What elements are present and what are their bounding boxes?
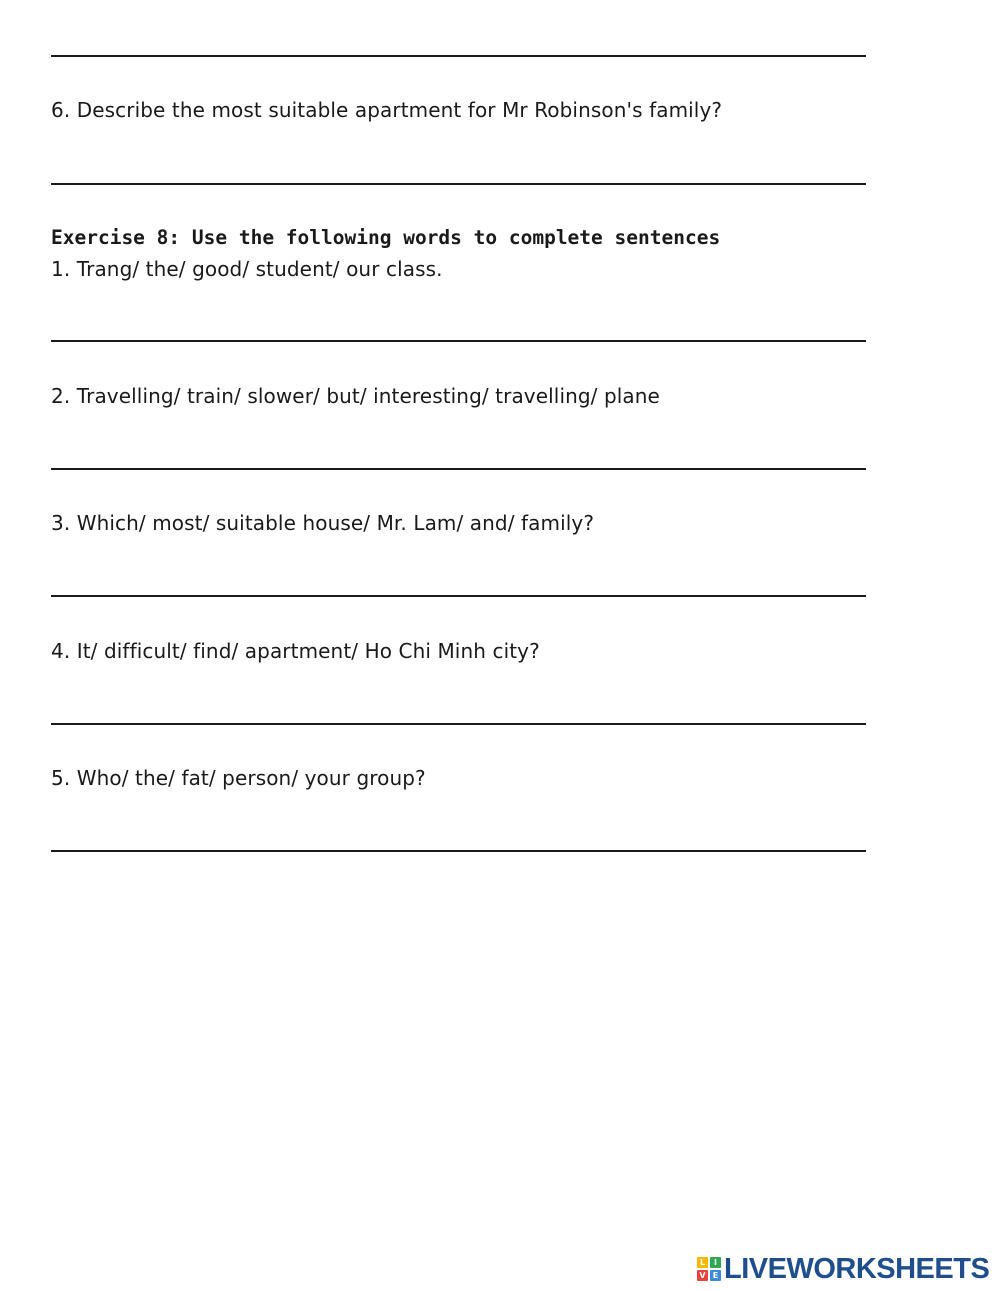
logo-mark-cell: V [697, 1270, 708, 1281]
exercise-8-item-2: 2. Travelling/ train/ slower/ but/ interesting/ travelling/ plane [51, 384, 660, 408]
answer-line-item-5[interactable] [51, 850, 866, 852]
exercise-8-heading: Exercise 8: Use the following words to complete sentences [51, 226, 721, 249]
question-6-text: 6. Describe the most suitable apartment for Mr Robinson's family? [51, 98, 723, 122]
exercise-8-item-4: 4. It/ difficult/ find/ apartment/ Ho Chi Minh city? [51, 639, 540, 663]
exercise-8-item-3: 3. Which/ most/ suitable house/ Mr. Lam/ and/ family? [51, 511, 595, 535]
liveworksheets-logo-icon [697, 1257, 721, 1281]
exercise-8-item-1: 1. Trang/ the/ good/ student/ our class. [51, 257, 443, 281]
answer-line-question-6[interactable] [51, 183, 866, 185]
liveworksheets-logo-text: LIVEWORKSHEETS [724, 1252, 990, 1285]
logo-mark-cell: E [710, 1270, 721, 1281]
answer-line-item-1[interactable] [51, 340, 866, 342]
logo-mark-cell: I [710, 1257, 721, 1268]
exercise-8-item-5: 5. Who/ the/ fat/ person/ your group? [51, 766, 426, 790]
answer-line-item-4[interactable] [51, 723, 866, 725]
answer-line-item-3[interactable] [51, 595, 866, 597]
answer-line-item-2[interactable] [51, 468, 866, 470]
answer-line-previous-5[interactable] [51, 55, 866, 57]
logo-mark-cell: L [697, 1257, 708, 1268]
liveworksheets-logo [697, 1254, 989, 1284]
